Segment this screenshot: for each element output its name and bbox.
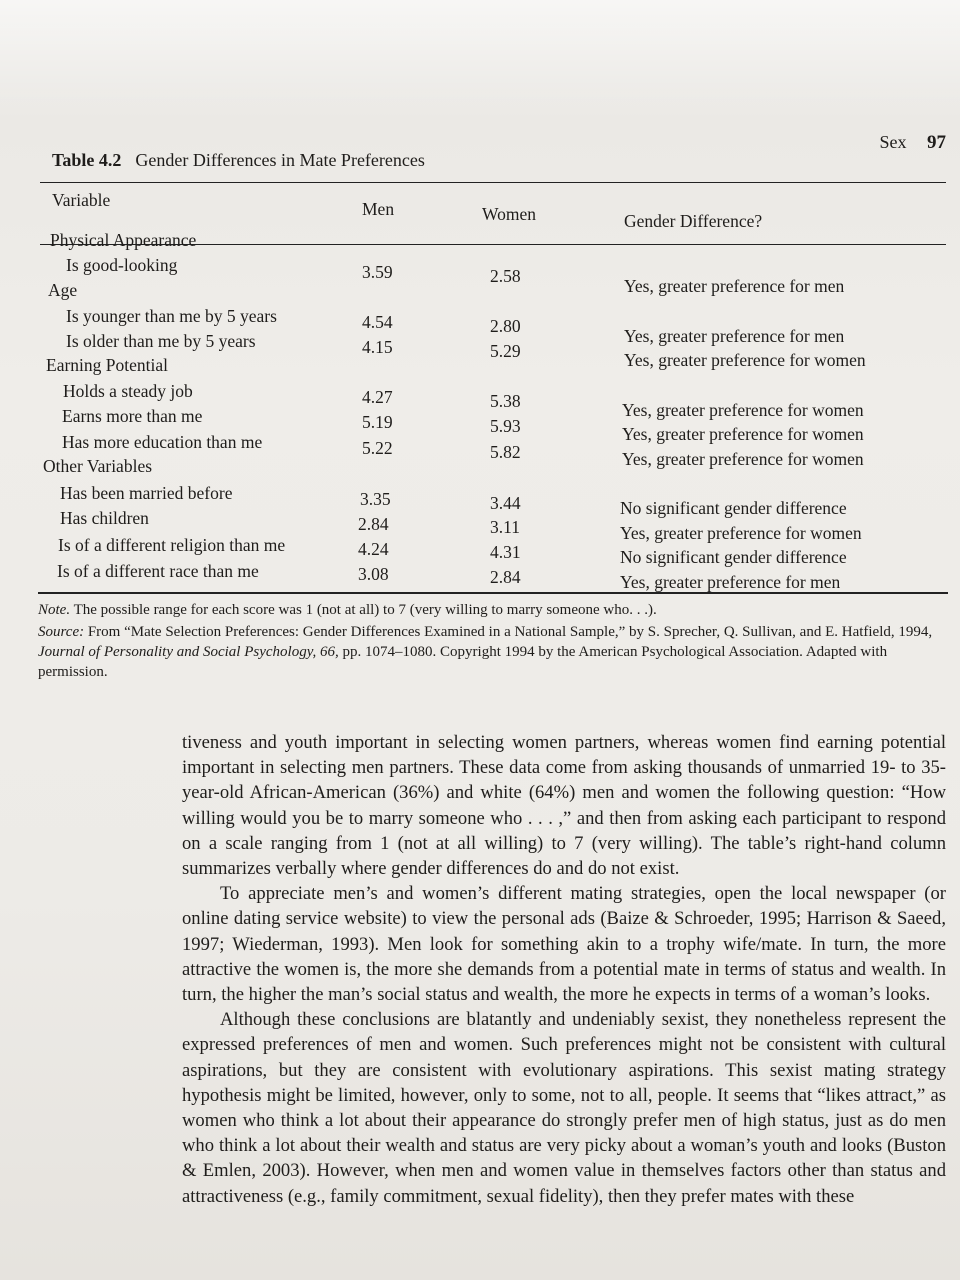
row-difference: Yes, greater preference for women bbox=[622, 400, 864, 420]
row-women-value: 5.38 bbox=[490, 391, 521, 411]
row-difference: Yes, greater preference for women bbox=[624, 350, 866, 370]
source-text: From “Mate Selection Preferences: Gender Differences Examined in a National Sample,” by S. Sprecher, Q. Sullivan, and E. Hatfield, 1994, bbox=[87, 624, 933, 640]
paragraph: Although these conclusions are blatantly and undeniably sexist, they nonetheless represent the expressed preferences of men and women. Such preferences might not be consistent with cultural aspirations, but they are consistent with evolutionary aspirations. This sexist mating strategy hypothesis might be limited, however, only to some, not to all, people. It seems that “likes attract,” as women who think a lot about their appearance do strongly prefer men of high status, just as do men who think a lot about their wealth and status are very picky about a woman’s youth and looks (Buston & Emlen, 2003). However, when men and women value in themselves factors other than status and attractiveness (e.g., family commitment, sexual fidelity), then they prefer mates with these bbox=[182, 1009, 946, 1207]
page-number: 97 bbox=[927, 132, 946, 153]
row-men-value: 2.84 bbox=[358, 514, 389, 534]
row-difference: Yes, greater preference for men bbox=[620, 572, 841, 592]
page-highlight bbox=[0, 0, 960, 120]
row-women-value: 2.84 bbox=[490, 567, 521, 587]
table-note bbox=[38, 600, 938, 620]
row-women-value: 4.31 bbox=[490, 542, 521, 562]
row-variable: Is older than me by 5 years bbox=[66, 331, 256, 351]
row-women-value: 2.80 bbox=[490, 316, 521, 336]
table-bottom-rule bbox=[38, 592, 948, 594]
row-men-value: 4.54 bbox=[362, 312, 393, 332]
row-women-value: 5.82 bbox=[490, 442, 521, 462]
paragraph: To appreciate men’s and women’s different mating strategies, open the local newspaper (or online dating service website) to view the personal ads (Baize & Schroeder, 1995; Harrison & Saeed, 1997; Wiederman, 1993). Men look for something akin to a trophy wife/mate. In turn, the more attractive the women is, the more she demands from a potential mate in terms of status and wealth. In turn, the higher the man’s social status and wealth, the more he expects in terms of a woman’s looks. bbox=[182, 883, 946, 1006]
category-earning: Earning Potential bbox=[46, 355, 168, 375]
row-difference: No significant gender difference bbox=[620, 547, 847, 567]
row-women-value: 2.58 bbox=[490, 266, 521, 286]
header-men: Men bbox=[362, 199, 395, 219]
row-difference: Yes, greater preference for women bbox=[622, 424, 864, 444]
running-head bbox=[880, 132, 947, 154]
row-women-value: 3.11 bbox=[490, 517, 520, 537]
row-variable: Is good-looking bbox=[66, 255, 178, 275]
row-variable: Is of a different race than me bbox=[57, 561, 259, 581]
row-men-value: 3.35 bbox=[360, 489, 391, 509]
row-men-value: 5.22 bbox=[362, 438, 393, 458]
table-top-rule bbox=[40, 182, 946, 183]
row-variable: Has been married before bbox=[60, 483, 233, 503]
table-title bbox=[52, 150, 425, 171]
category-physical: Physical Appearance bbox=[50, 230, 197, 250]
note-label: Note. bbox=[38, 602, 71, 618]
row-difference: Yes, greater preference for women bbox=[620, 523, 862, 543]
row-men-value: 5.19 bbox=[362, 412, 393, 432]
header-variable: Variable bbox=[52, 190, 111, 210]
category-other: Other Variables bbox=[43, 456, 153, 476]
row-men-value: 4.27 bbox=[362, 387, 393, 407]
row-difference: Yes, greater preference for women bbox=[622, 449, 864, 469]
row-variable: Has more education than me bbox=[62, 432, 263, 452]
body-text bbox=[182, 730, 946, 1209]
row-difference: No significant gender difference bbox=[620, 498, 847, 518]
note-text: The possible range for each score was 1 (not at all) to 7 (very willing to marry someone who. . .). bbox=[73, 602, 657, 618]
row-variable: Has children bbox=[60, 508, 149, 528]
row-women-value: 5.29 bbox=[490, 341, 521, 361]
header-women: Women bbox=[482, 204, 536, 224]
category-age: Age bbox=[48, 280, 78, 300]
row-men-value: 4.15 bbox=[362, 337, 393, 357]
table-source bbox=[38, 622, 938, 682]
paragraph: tiveness and youth important in selecting women partners, whereas women find earning potential important in selecting men partners. These data come from asking thousands of unmarried 19- to 35-year-old African-American (36%) and white (64%) men and women the following question: “How willing would you be to marry someone who . . . ,” and then from asking each participant to respond on a scale ranging from 1 (not at all willing) to 7 (very willing). The table’s right-hand column summarizes verbally where gender differences do and do not exist. bbox=[182, 732, 946, 880]
row-difference: Yes, greater preference for men bbox=[624, 276, 845, 296]
row-women-value: 3.44 bbox=[490, 493, 521, 513]
row-variable: Is younger than me by 5 years bbox=[66, 306, 277, 326]
section-name: Sex bbox=[879, 132, 907, 152]
row-men-value: 3.59 bbox=[362, 262, 393, 282]
row-men-value: 4.24 bbox=[358, 539, 389, 559]
source-label: Source: bbox=[38, 624, 85, 640]
header-difference: Gender Difference? bbox=[624, 211, 763, 231]
row-variable: Is of a different religion than me bbox=[58, 535, 286, 555]
row-variable: Holds a steady job bbox=[63, 381, 193, 401]
source-journal: Journal of Personality and Social Psychology, 66, bbox=[38, 644, 339, 660]
row-difference: Yes, greater preference for men bbox=[624, 326, 845, 346]
row-women-value: 5.93 bbox=[490, 416, 521, 436]
table-label: Table 4.2 bbox=[52, 150, 122, 170]
table-caption: Gender Differences in Mate Preferences bbox=[135, 150, 425, 170]
source-text-end: pp. 1074–1080. Copyright 1994 by the American Psychological Association. Adapted with permission. bbox=[38, 644, 888, 680]
row-variable: Earns more than me bbox=[62, 406, 203, 426]
row-men-value: 3.08 bbox=[358, 564, 389, 584]
